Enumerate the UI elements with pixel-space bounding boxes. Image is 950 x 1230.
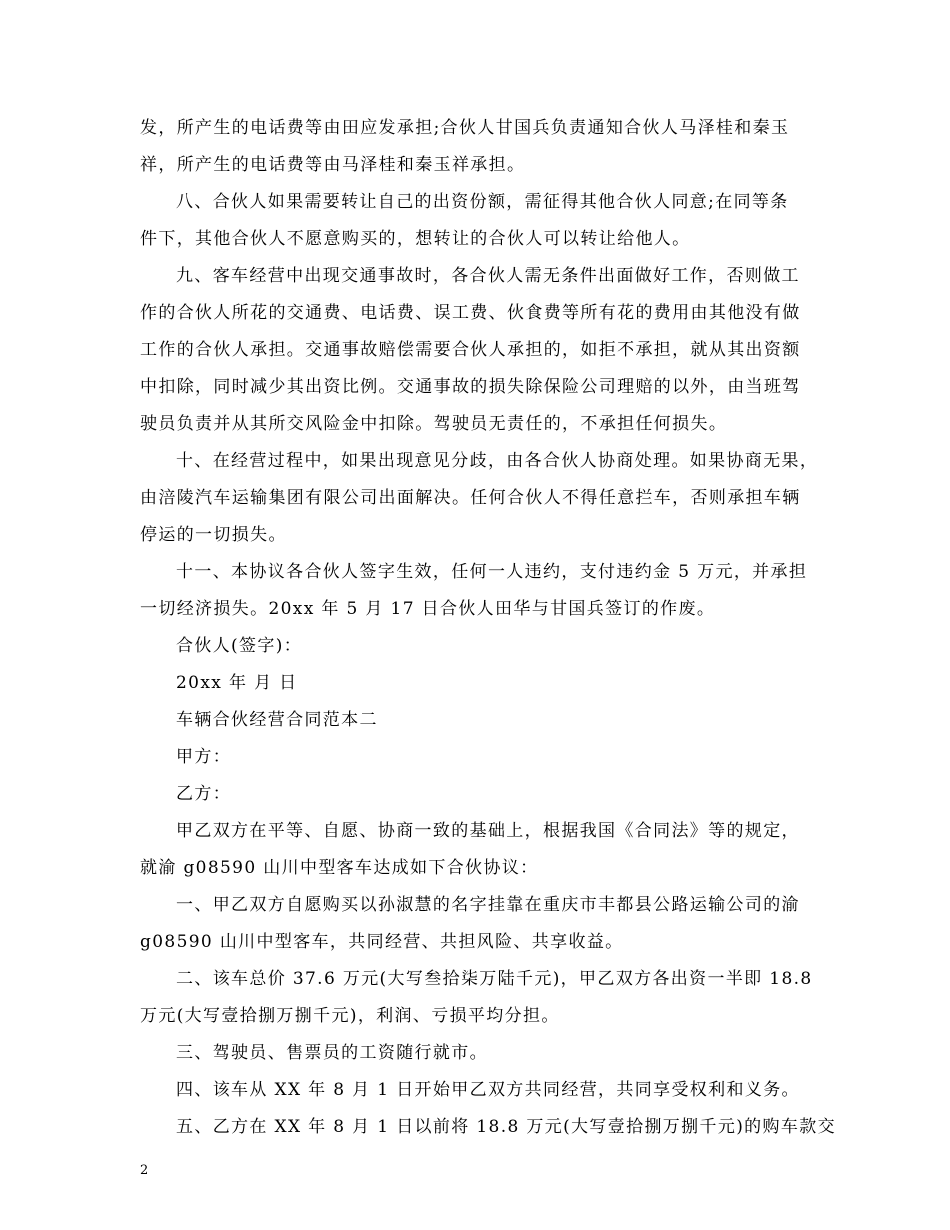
party-b-label: 乙方： [176,784,232,804]
body-text-line: 一切经济损失。20xx 年 5 月 17 日合伙人田华与甘国兵签订的作废。 [140,599,716,619]
body-text-line: 由涪陵汽车运输集团有限公司出面解决。任何合伙人不得任意拦车，否则承担车辆 [140,488,801,508]
party-a-label: 甲方： [176,747,232,767]
body-text-line: 发，所产生的电话费等由田应发承担;合伙人甘国兵负责通知合伙人马泽桂和秦玉 [140,118,790,138]
signature-date: 20xx 年 月 日 [176,673,298,693]
body-text-line: 三、驾驶员、售票员的工资随行就市。 [176,1043,488,1063]
body-text-line: 八、合伙人如果需要转让自己的出资份额，需征得其他合伙人同意;在同等条 [176,192,789,212]
page-number: 2 [140,1163,149,1178]
body-text-line: 甲乙双方在平等、自愿、协商一致的基础上，根据我国《合同法》等的规定， [176,821,800,841]
body-text-line: 祥，所产生的电话费等由马泽桂和秦玉祥承担。 [140,155,526,175]
body-text-line: 十一、本协议各合伙人签字生效，任何一人违约，支付违约金 5 万元，并承担 [176,562,808,582]
body-text-line: g08590 山川中型客车，共同经营、共担风险、共享收益。 [140,932,624,952]
body-text-line: 四、该车从 XX 年 8 月 1 日开始甲乙双方共同经营，共同享受权利和义务。 [176,1080,800,1100]
body-text-line: 十、在经营过程中，如果出现意见分歧，由各合伙人协商处理。如果协商无果， [176,451,819,471]
body-text-line: 驶员负责并从其所交风险金中扣除。驾驶员无责任的，不承担任何损失。 [140,414,728,434]
body-text-line: 工作的合伙人承担。交通事故赔偿需要合伙人承担的，如拒不承担，就从其出资额 [140,340,801,360]
signature-label: 合伙人(签字)： [176,636,303,656]
body-text-line: 就渝 g08590 山川中型客车达成如下合伙协议： [140,858,539,878]
body-text-line: 作的合伙人所花的交通费、电话费、误工费、伙食费等所有花的费用由其他没有做 [140,303,801,323]
body-text-line: 二、该车总价 37.6 万元(大写叁拾柒万陆千元)，甲乙双方各出资一半即 18.8 [176,969,813,989]
body-text-line: 停运的一切损失。 [140,525,287,545]
body-text-line: 一、甲乙双方自愿购买以孙淑慧的名字挂靠在重庆市丰都县公路运输公司的渝 [176,895,800,915]
section-title: 车辆合伙经营合同范本二 [176,710,378,730]
body-text-line: 中扣除，同时减少其出资比例。交通事故的损失除保险公司理赔的以外，由当班驾 [140,377,801,397]
body-text-line: 九、客车经营中出现交通事故时，各合伙人需无条件出面做好工作，否则做工 [176,266,800,286]
body-text-line: 万元(大写壹拾捌万捌千元)，利润、亏损平均分担。 [140,1006,560,1026]
body-text-line: 五、乙方在 XX 年 8 月 1 日以前将 18.8 万元(大写壹拾捌万捌千元)的购车款交 [176,1117,836,1137]
body-text-line: 件下，其他合伙人不愿意购买的，想转让的合伙人可以转让给他人。 [140,229,691,249]
